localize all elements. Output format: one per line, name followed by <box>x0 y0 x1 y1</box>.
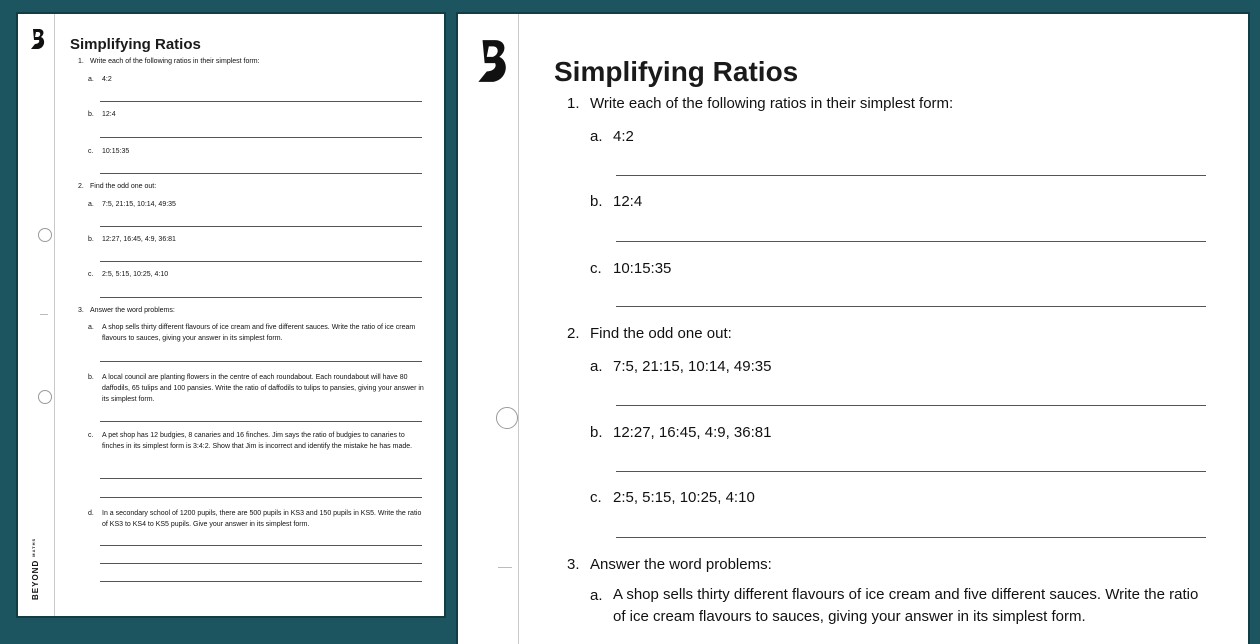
part-label: c. <box>88 432 94 439</box>
part-text: 2:5, 5:15, 10:25, 4:10 <box>613 489 755 506</box>
answer-line <box>100 478 422 479</box>
answer-line <box>100 563 422 564</box>
part-text: A local council are planting flowers in the centre of each roundabout. Each roundabout will have 80 daffodils, 65 tulips and 100 pansies. Write the ratio of daffodils to tulips to pansies, giving your answer in its simplest form. <box>102 374 424 403</box>
beyond-logo-icon <box>30 28 46 50</box>
question-number: 2. <box>78 183 84 190</box>
part-label: c. <box>590 260 602 277</box>
answer-line <box>100 101 422 102</box>
part-label: a. <box>88 201 94 208</box>
answer-line <box>100 137 422 138</box>
brand-wordmark <box>31 538 40 600</box>
part-label: c. <box>88 148 94 155</box>
part-label: c. <box>590 489 602 506</box>
brand-name: BEYOND <box>31 559 40 600</box>
page-title: Simplifying Ratios <box>554 56 799 87</box>
part-text: A pet shop has 12 budgies, 8 canaries and 16 finches. Jim says the ratio of budgies to canaries to finches in its simplest form is 3:4:2. Show that Jim is incorrect and identify the mistake he has made. <box>102 432 413 450</box>
page-title: Simplifying Ratios <box>70 36 201 53</box>
part-text: In a secondary school of 1200 pupils, there are 500 pupils in KS3 and 150 pupils in KS5. Write the ratio of KS3 to KS4 to KS5 pupils. Give your answer in its simplest form. <box>102 510 422 528</box>
answer-line <box>616 175 1206 176</box>
answer-line <box>616 241 1206 242</box>
punch-hole <box>496 407 518 429</box>
part-label: b. <box>590 424 603 441</box>
question-number: 3. <box>567 556 580 573</box>
question-number: 3. <box>78 307 84 314</box>
question-number: 2. <box>567 325 580 342</box>
answer-line <box>100 545 422 546</box>
answer-line <box>100 361 422 362</box>
part-label: b. <box>88 374 94 381</box>
answer-line <box>100 297 422 298</box>
part-text: A shop sells thirty different flavours of ice cream and five different sauces. Write the ratio of ice cream flavours to sauces, giving your answer in its simplest form. <box>102 324 416 342</box>
part-text: 2:5, 5:15, 10:25, 4:10 <box>102 271 169 278</box>
part-label: b. <box>88 236 94 243</box>
part-text: A shop sells thirty different flavours of ice cream and five different sauces. Write the ratio of ice cream flavours to sauces, giving your answer in its simplest form. <box>613 586 1199 625</box>
answer-line <box>616 405 1206 406</box>
part-label: a. <box>590 128 603 145</box>
question-text: Find the odd one out: <box>90 183 157 190</box>
question-text: Answer the word problems: <box>90 307 175 314</box>
question-number: 1. <box>78 58 84 65</box>
answer-line <box>100 261 422 262</box>
question-text: Answer the word problems: <box>590 556 772 573</box>
part-text: 12:4 <box>613 193 643 210</box>
part-text: 12:4 <box>102 111 116 118</box>
beyond-logo-icon <box>476 38 510 84</box>
fold-mark <box>40 314 48 315</box>
answer-line <box>100 421 422 422</box>
answer-line <box>100 226 422 227</box>
fold-mark <box>498 567 512 568</box>
part-label: b. <box>88 111 94 118</box>
part-text: 7:5, 21:15, 10:14, 49:35 <box>102 201 176 208</box>
part-label: b. <box>590 193 603 210</box>
question-text: Write each of the following ratios in their simplest form: <box>90 58 260 65</box>
part-label: a. <box>590 587 603 604</box>
part-label: a. <box>88 324 94 331</box>
brand-sub: MATHS <box>31 537 36 557</box>
part-text: 12:27, 16:45, 4:9, 36:81 <box>613 424 772 441</box>
answer-line <box>100 581 422 582</box>
part-label: a. <box>88 76 94 83</box>
punch-hole <box>38 390 52 404</box>
part-text: 4:2 <box>102 76 112 83</box>
margin-line <box>54 14 55 616</box>
answer-line <box>616 537 1206 538</box>
part-text: 10:15:35 <box>613 260 672 277</box>
answer-line <box>100 173 422 174</box>
part-text: 4:2 <box>613 128 634 145</box>
part-label: d. <box>88 510 94 517</box>
margin-line <box>518 14 519 644</box>
answer-line <box>616 306 1206 307</box>
question-text: Find the odd one out: <box>590 325 732 342</box>
answer-line <box>100 497 422 498</box>
part-label: a. <box>590 358 603 375</box>
punch-hole <box>38 228 52 242</box>
part-label: c. <box>88 271 94 278</box>
part-text: 12:27, 16:45, 4:9, 36:81 <box>102 236 176 243</box>
worksheet-zoomed <box>458 14 1248 644</box>
part-text: 10:15:35 <box>102 148 130 155</box>
worksheet-thumbnail <box>18 14 444 616</box>
question-number: 1. <box>567 95 580 112</box>
part-text: 7:5, 21:15, 10:14, 49:35 <box>613 358 772 375</box>
question-text: Write each of the following ratios in their simplest form: <box>590 95 954 112</box>
answer-line <box>616 471 1206 472</box>
